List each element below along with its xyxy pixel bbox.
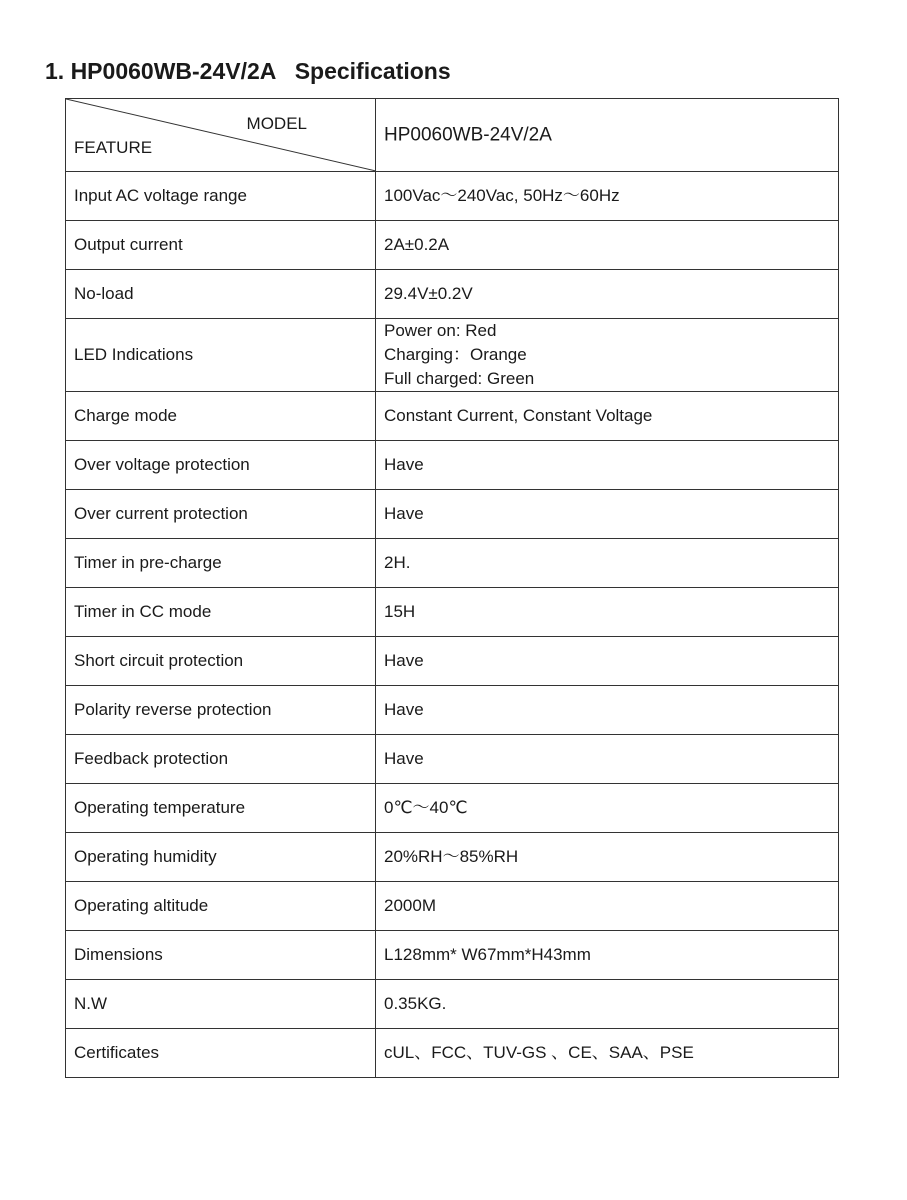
table-row — [66, 221, 839, 270]
value-cell: 2H. — [376, 539, 839, 588]
table-row — [66, 1029, 839, 1078]
feature-cell: Short circuit protection — [66, 637, 376, 686]
value-cell: Have — [376, 637, 839, 686]
table-row — [66, 441, 839, 490]
table-row — [66, 931, 839, 980]
value-cell: 0℃～40℃ — [376, 784, 839, 833]
header-model-name: HP0060WB-24V/2A — [384, 124, 552, 146]
value-cell: 2000M — [376, 882, 839, 931]
value-cell: cUL、FCC、TUV-GS 、CE、SAA、PSE — [376, 1029, 839, 1078]
spec-table — [65, 98, 839, 1078]
table-row — [66, 833, 839, 882]
table-row — [66, 686, 839, 735]
value-cell: 0.35KG. — [376, 980, 839, 1029]
feature-cell: Over voltage protection — [66, 441, 376, 490]
table-row — [66, 882, 839, 931]
value-cell: Have — [376, 686, 839, 735]
feature-cell: Input AC voltage range — [66, 172, 376, 221]
value-cell: Have — [376, 735, 839, 784]
header-diagonal-cell — [66, 99, 376, 172]
table-row — [66, 539, 839, 588]
header-model-name-cell — [376, 99, 839, 172]
value-cell: 2A±0.2A — [376, 221, 839, 270]
value-cell: L128mm* W67mm*H43mm — [376, 931, 839, 980]
led-full-charged-line: Full charged: Green — [384, 369, 535, 388]
table-header-row — [66, 99, 839, 172]
feature-cell: Timer in pre-charge — [66, 539, 376, 588]
table-row — [66, 270, 839, 319]
table-row — [66, 490, 839, 539]
value-cell: 20%RH～85%RH — [376, 833, 839, 882]
feature-cell: Certificates — [66, 1029, 376, 1078]
value-cell — [376, 319, 839, 392]
feature-cell: Over current protection — [66, 490, 376, 539]
value-cell: Constant Current, Constant Voltage — [376, 392, 839, 441]
table-row — [66, 588, 839, 637]
feature-cell: Operating altitude — [66, 882, 376, 931]
value-cell: Have — [376, 490, 839, 539]
feature-cell: Output current — [66, 221, 376, 270]
feature-cell: Timer in CC mode — [66, 588, 376, 637]
table-row — [66, 784, 839, 833]
header-model-label: MODEL — [246, 114, 307, 133]
table-row — [66, 172, 839, 221]
feature-cell: N.W — [66, 980, 376, 1029]
table-row — [66, 980, 839, 1029]
feature-cell: No-load — [66, 270, 376, 319]
feature-cell: Feedback protection — [66, 735, 376, 784]
feature-cell: LED Indications — [66, 319, 376, 392]
header-feature-label: FEATURE — [74, 138, 153, 157]
value-cell: Have — [376, 441, 839, 490]
table-row — [66, 319, 839, 392]
led-power-on-line: Power on: Red — [384, 321, 497, 340]
value-cell: 100Vac～240Vac, 50Hz～60Hz — [376, 172, 839, 221]
feature-cell: Operating temperature — [66, 784, 376, 833]
feature-cell: Dimensions — [66, 931, 376, 980]
value-cell: 15H — [376, 588, 839, 637]
feature-cell: Polarity reverse protection — [66, 686, 376, 735]
page-title: 1. HP0060WB-24V/2A Specifications — [45, 58, 451, 84]
led-charging-line: Charging：Orange — [384, 345, 527, 364]
value-cell: 29.4V±0.2V — [376, 270, 839, 319]
feature-cell: Operating humidity — [66, 833, 376, 882]
table-row — [66, 392, 839, 441]
feature-cell: Charge mode — [66, 392, 376, 441]
table-row — [66, 735, 839, 784]
diagonal-divider — [66, 99, 376, 171]
table-row — [66, 637, 839, 686]
